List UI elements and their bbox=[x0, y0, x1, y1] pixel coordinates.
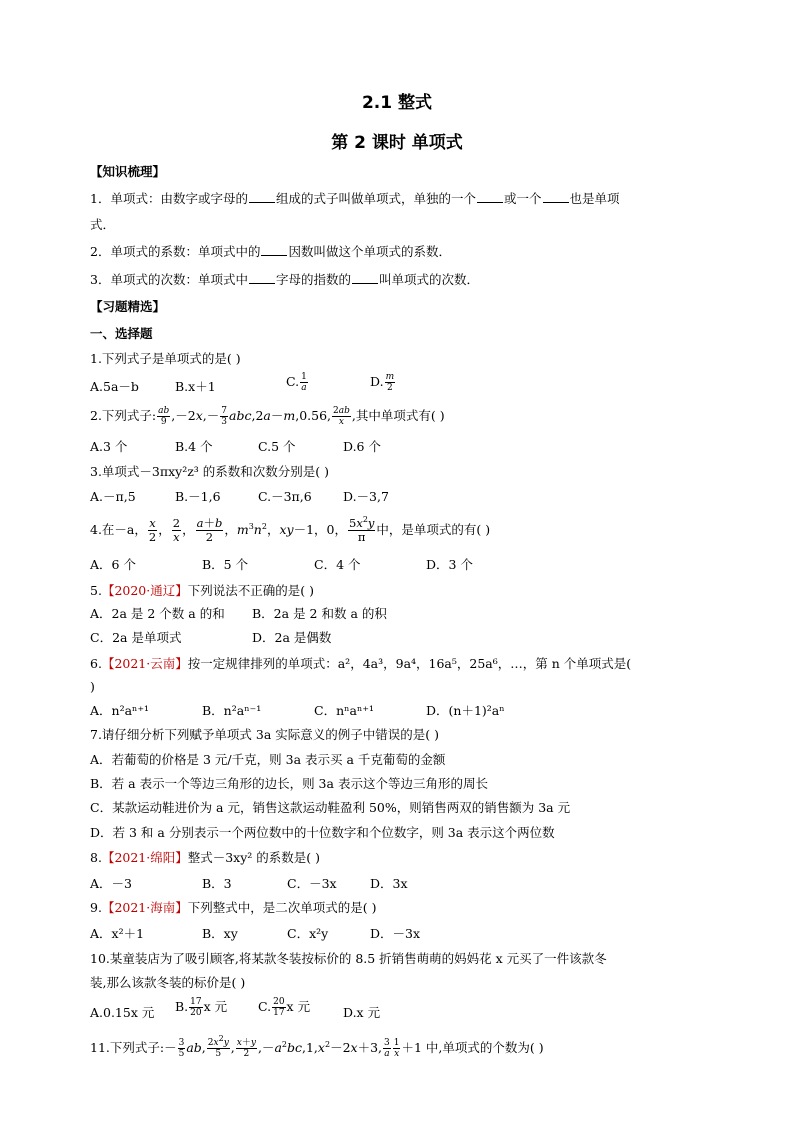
fraction: $\frac{20}{17}$ bbox=[273, 997, 285, 1018]
question-5 bbox=[90, 582, 314, 600]
fraction: $\frac{a+b}{2}$ bbox=[196, 516, 223, 544]
option-c: C.－3π,6 bbox=[258, 489, 312, 504]
question-6-close: ) bbox=[90, 679, 95, 694]
fraction: $\frac{1}{a}$ bbox=[301, 372, 307, 393]
text: ＋1 中,单项式的个数为( ) bbox=[401, 1040, 544, 1055]
option-c bbox=[286, 372, 309, 393]
text: 4.在－a， bbox=[90, 522, 147, 537]
option-b bbox=[175, 997, 227, 1018]
option-d: D．3x bbox=[370, 876, 408, 891]
text: D. bbox=[370, 374, 384, 389]
text: 中，是单项式的有( ) bbox=[376, 522, 491, 537]
option-c: C．nⁿaⁿ⁺¹ bbox=[314, 703, 374, 718]
answer-blank bbox=[249, 190, 275, 203]
fraction: $\frac{x+y}{2}$ bbox=[236, 1038, 256, 1059]
option-a: A．x²＋1 bbox=[90, 926, 145, 941]
option-a: A．若葡萄的价格是 3 元/千克，则 3a 表示买 a 千克葡萄的金额 bbox=[90, 752, 446, 767]
knowledge-heading: 【知识梳理】 bbox=[90, 164, 166, 179]
text: 2．单项式的系数：单项式中的 bbox=[90, 244, 261, 259]
option-b: B.4 个 bbox=[175, 439, 213, 454]
option-d: D.－3,7 bbox=[343, 489, 389, 504]
option-b: B．2a 是 2 和数 a 的积 bbox=[252, 606, 387, 621]
text: x 元 bbox=[286, 999, 311, 1014]
option-c: C．2a 是单项式 bbox=[90, 630, 182, 645]
option-a: A.0.15x 元 bbox=[90, 1005, 155, 1020]
answer-blank bbox=[352, 271, 378, 284]
answer-blank bbox=[543, 190, 569, 203]
text: 叫单项式的次数． bbox=[378, 272, 479, 287]
option-d bbox=[370, 372, 396, 393]
answer-blank bbox=[477, 190, 503, 203]
option-c: C．4 个 bbox=[314, 557, 361, 572]
answer-blank bbox=[261, 243, 287, 256]
source-tag: 【2021·云南】 bbox=[101, 656, 188, 671]
question-8 bbox=[90, 849, 320, 867]
text: 因数叫做这个单项式的系数． bbox=[288, 244, 451, 259]
text: 或一个 bbox=[503, 191, 542, 206]
fraction: $\frac{m}{2}$ bbox=[385, 372, 395, 393]
knowledge-item-2 bbox=[90, 243, 451, 261]
knowledge-item-3 bbox=[90, 271, 479, 289]
knowledge-item-1 bbox=[90, 190, 620, 208]
option-b: B.－1,6 bbox=[175, 489, 221, 504]
question-7: 7.请仔细分析下列赋予单项式 3a 实际意义的例子中错误的是( ) bbox=[90, 727, 440, 742]
option-a: A．－3 bbox=[90, 876, 132, 891]
option-b: B．3 bbox=[202, 876, 232, 891]
section-title: 2.1 整式 bbox=[361, 93, 433, 113]
question-3: 3.单项式－3πxy²z³ 的系数和次数分别是( ) bbox=[90, 464, 330, 479]
option-a: A.3 个 bbox=[90, 439, 128, 454]
fraction: $\frac{x}{2}$ bbox=[148, 516, 157, 544]
option-c: C．x²y bbox=[287, 926, 329, 941]
fraction: $\frac{2}{x}$ bbox=[172, 516, 181, 544]
text: 整式－3xy² 的系数是( ) bbox=[187, 850, 321, 865]
text: 下列整式中，是二次单项式的是( ) bbox=[187, 900, 377, 915]
option-d: D.x 元 bbox=[343, 1005, 381, 1020]
text: 8. bbox=[90, 850, 102, 865]
fraction: $\frac{2ab}{x}$ bbox=[333, 406, 350, 427]
text: 9. bbox=[90, 900, 102, 915]
option-d: D．(n＋1)²aⁿ bbox=[426, 703, 505, 718]
question-2: 2.下列式子: $\frac{ab}{9}$ ,－2x,－ $\frac{7}{3}$ abc,2a－m,0.56, $\frac{2ab}{x}$ ,其中单项式有( ) bbox=[90, 406, 445, 427]
text: C. bbox=[286, 374, 300, 389]
question-10: 10.某童装店为了吸引顾客,将某款冬装按标价的 8.5 折销售萌萌的妈妈花 x 元买了一件该款冬 bbox=[90, 951, 607, 966]
option-a: A．6 个 bbox=[90, 557, 136, 572]
exercises-heading: 【习题精选】 bbox=[90, 299, 166, 314]
option-d: D．－3x bbox=[370, 926, 421, 941]
fraction: $\frac{17}{20}$ bbox=[190, 997, 202, 1018]
text: 6. bbox=[90, 656, 102, 671]
text: 组成的式子叫做单项式，单独的一个 bbox=[275, 191, 476, 206]
lesson-title: 第 2 课时 单项式 bbox=[331, 133, 463, 153]
fraction: $\frac{1}{x}$ bbox=[393, 1038, 400, 1059]
option-a: A．2a 是 2 个数 a 的和 bbox=[90, 606, 225, 621]
option-c bbox=[258, 997, 310, 1018]
text: 11.下列式子:－ bbox=[90, 1040, 177, 1055]
option-b: B.x＋1 bbox=[175, 379, 216, 394]
question-9 bbox=[90, 899, 376, 917]
question-10-cont: 装,那么该款冬装的标价是( ) bbox=[90, 975, 246, 990]
source-tag: 【2021·海南】 bbox=[101, 900, 188, 915]
text: 1．单项式：由数字或字母的 bbox=[90, 191, 248, 206]
text: B. bbox=[175, 999, 189, 1014]
text: 下列说法不正确的是( ) bbox=[187, 583, 314, 598]
option-d: D．3 个 bbox=[426, 557, 473, 572]
option-b: B．n²aⁿ⁻¹ bbox=[202, 703, 262, 718]
source-tag: 【2021·绵阳】 bbox=[101, 850, 188, 865]
fraction: $\frac{ab}{9}$ bbox=[158, 406, 170, 427]
option-c: C.5 个 bbox=[258, 439, 296, 454]
option-a: A．n²aⁿ⁺¹ bbox=[90, 703, 150, 718]
text: 也是单项 bbox=[569, 191, 620, 206]
text: 字母的指数的 bbox=[275, 272, 351, 287]
text: 按一定规律排列的单项式：a²，4a³，9a⁴，16a⁵，25a⁶，…，第 n 个单项式是( bbox=[187, 656, 632, 671]
fraction: $\frac{7}{3}$ bbox=[221, 406, 227, 427]
text: x 元 bbox=[203, 999, 228, 1014]
option-d: D．2a 是偶数 bbox=[252, 630, 332, 645]
text: ,其中单项式有( ) bbox=[351, 408, 445, 423]
knowledge-item-1-cont: 式． bbox=[90, 217, 116, 232]
question-11: 11.下列式子:－ $\frac{3}{5}$ ab, $\frac{2x^2y}{5}$ , $\frac{x+y}{2}$ $,-a^2bc,1,x^2-2x+3$, $\frac{3}{a}$ $\frac{1}{x}$ ＋1 中,单项式的个数为( ) bbox=[90, 1034, 544, 1059]
option-b: B．若 a 表示一个等边三角形的边长，则 3a 表示这个等边三角形的周长 bbox=[90, 776, 488, 791]
question-1: 1.下列式子是单项式的是( ) bbox=[90, 351, 241, 366]
source-tag: 【2020·通辽】 bbox=[101, 583, 188, 598]
fraction: $\frac{3}{5}$ bbox=[178, 1038, 185, 1059]
answer-blank bbox=[249, 271, 275, 284]
multiple-choice-heading: 一、选择题 bbox=[90, 326, 153, 341]
fraction: $\frac{5x^2y}{\pi}$ bbox=[348, 515, 375, 544]
option-b: B．5 个 bbox=[202, 557, 249, 572]
option-b: B．xy bbox=[202, 926, 238, 941]
fraction: $\frac{2x^2y}{5}$ bbox=[207, 1034, 229, 1059]
option-d: D.6 个 bbox=[343, 439, 381, 454]
text: 3．单项式的次数：单项式中 bbox=[90, 272, 248, 287]
fraction: $\frac{3}{a}$ bbox=[384, 1038, 390, 1059]
option-c: C．某款运动鞋进价为 a 元，销售这款运动鞋盈利 50%，则销售两双的销售额为 3a 元 bbox=[90, 800, 571, 815]
text: C. bbox=[258, 999, 272, 1014]
text: 5. bbox=[90, 583, 102, 598]
option-a: A.5a－b bbox=[90, 379, 139, 394]
option-a: A.－π,5 bbox=[90, 489, 136, 504]
option-c: C．－3x bbox=[287, 876, 337, 891]
question-6 bbox=[90, 655, 631, 673]
text: 2.下列式子: bbox=[90, 408, 157, 423]
option-d: D．若 3 和 a 分别表示一个两位数中的十位数字和个位数字，则 3a 表示这个两位数 bbox=[90, 825, 555, 840]
question-4: 4.在－a， $\frac{x}{2}$ ， $\frac{2}{x}$ ， $\frac{a+b}{2}$ ，$m^3n^2$，xy－1，0， $\frac{5x^2y}{\pi}$ 中，是单项式的有( ) bbox=[90, 515, 491, 544]
